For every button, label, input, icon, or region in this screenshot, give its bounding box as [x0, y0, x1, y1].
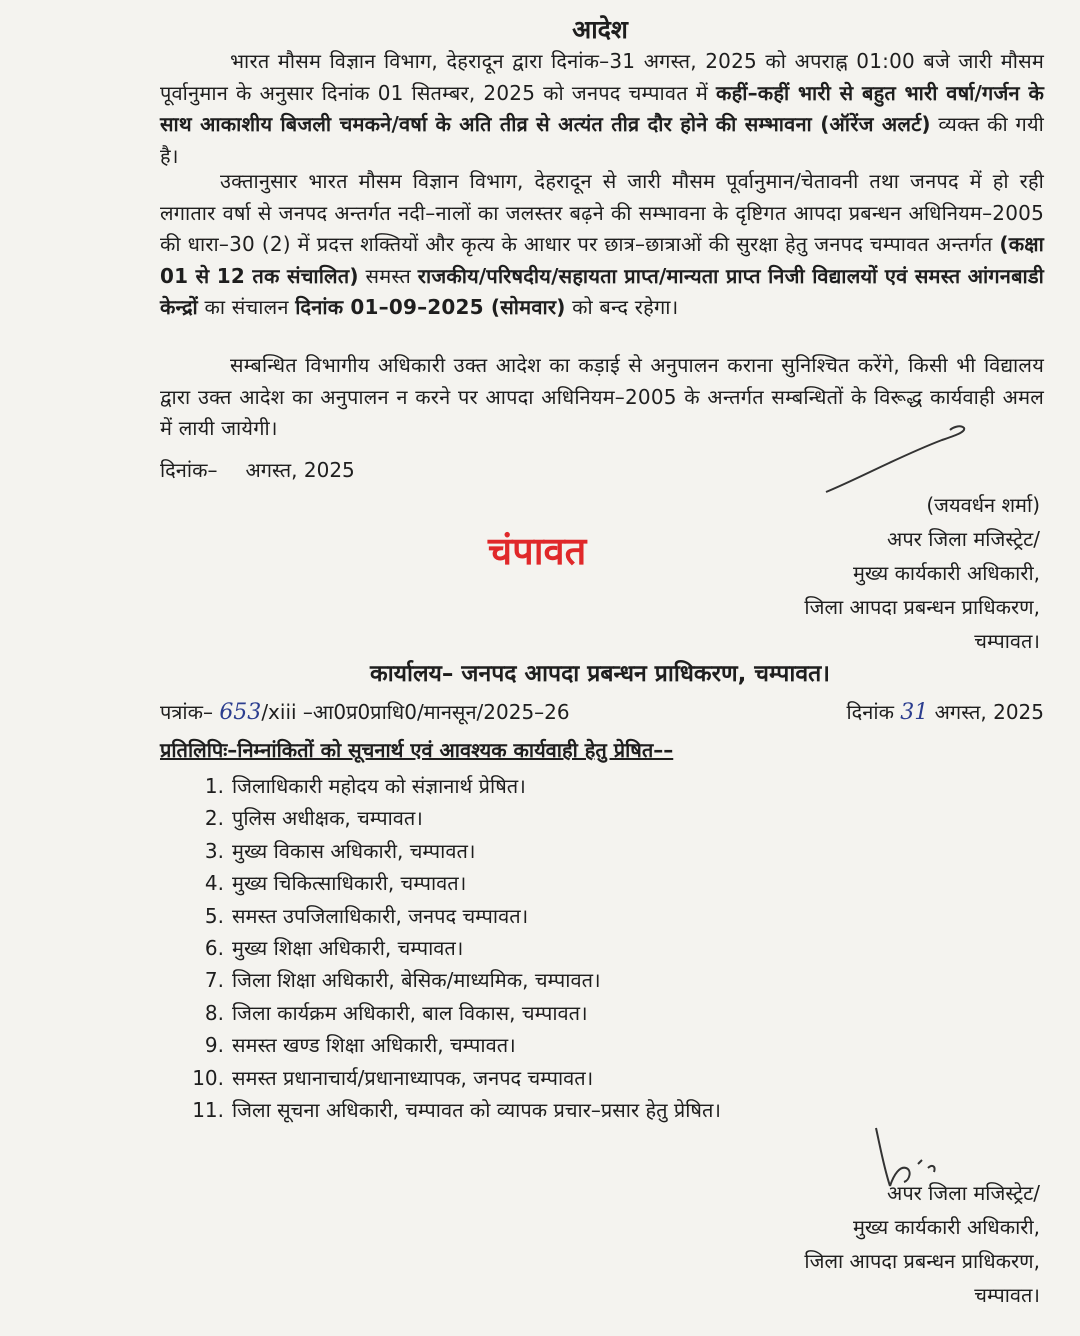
reference-label: पत्रांक–: [160, 700, 213, 724]
signatory-name: (जयवर्धन शर्मा): [926, 493, 1040, 517]
date-label: दिनांक–: [160, 458, 218, 482]
list-item: 7. जिला शिक्षा अधिकारी, बेसिक/माध्यमिक, चम्पावत।: [204, 968, 601, 993]
reference-number-handwritten: 653: [219, 700, 262, 725]
signatory-place: चम्पावत।: [974, 629, 1040, 653]
para2-bold-date: दिनांक 01–09–2025 (सोमवार): [295, 295, 566, 319]
signatory-designation-2: मुख्य कार्यकारी अधिकारी,: [852, 1215, 1040, 1239]
order-paragraph-2: [160, 166, 1044, 324]
reference-date-rest: अगस्त, 2025: [934, 700, 1044, 724]
para2-tail: को बन्द रहेगा।: [565, 295, 679, 319]
order-date: [160, 456, 355, 483]
reference-number: [160, 698, 570, 725]
reference-date-label: दिनांक: [846, 700, 894, 724]
para1-tail: व्यक्त की गयी है।: [160, 112, 1044, 168]
para2-text: उक्तानुसार भारत मौसम विज्ञान विभाग, देहरादून से जारी मौसम पूर्वानुमान/चेतावनी तथा जनपद में हो रही लगातार वर्षा से जनपद अन्तर्गत नदी–नालों का जलस्तर बढ़ने की सम्भावना के दृष्टिगत आपदा प्रबन्धन अधिनियम–2005 की धारा–30 (2) में प्रदत्त शक्तियों और कृत्य के आधार पर छात्र–छात्राओं की सुरक्षा हेतु जनपद चम्पावत अन्तर्गत: [160, 169, 1044, 256]
para1-bold-text: कहीं–कहीं भारी से बहुत भारी वर्षा/गर्जन के साथ आकाशीय बिजली चमकने/वर्षा के अति तीव्र से अत्यंत तीव्र दौर होने की सम्भावना (ऑरेंज अलर्ट): [160, 80, 1045, 136]
reference-line: [160, 698, 1044, 725]
order-title: आदेश: [572, 15, 628, 44]
signatory-designation-2: मुख्य कार्यकारी अधिकारी,: [852, 561, 1040, 585]
district-watermark: चंपावत: [488, 529, 587, 573]
date-value: अगस्त, 2025: [245, 458, 355, 482]
list-item: 11. जिला सूचना अधिकारी, चम्पावत को व्यापक प्रचार–प्रसार हेतु प्रेषित।: [192, 1098, 721, 1123]
list-item: 6. मुख्य शिक्षा अधिकारी, चम्पावत।: [204, 936, 464, 961]
list-item: 4. मुख्य चिकित्साधिकारी, चम्पावत।: [204, 871, 467, 896]
reference-date: [846, 698, 1044, 725]
reference-date-day-handwritten: 31: [900, 700, 929, 725]
signatory-designation-1: अपर जिला मजिस्ट्रेट/: [887, 1181, 1040, 1205]
list-item: 1. जिलाधिकारी महोदय को संज्ञानार्थ प्रेषित।: [204, 774, 526, 798]
signatory-place: चम्पावत।: [974, 1283, 1040, 1307]
para2-bold-schools: राजकीय/परिषदीय/सहायता प्राप्त/मान्यता प्राप्त निजी विद्यालयों एवं समस्त आंगनबाडी केन्द्रों: [160, 263, 1044, 319]
copy-list: [188, 770, 721, 1126]
signature-stroke-icon: [820, 418, 980, 498]
reference-rest: /xiii –आ0प्र0प्राधि0/मानसून/2025–26: [261, 700, 570, 724]
list-item: 5. समस्त उपजिलाधिकारी, जनपद चम्पावत।: [204, 903, 529, 928]
para2-bold-classes: (कक्षा 01 से 12 तक संचालित): [160, 232, 1044, 288]
order-paragraph-1: [160, 46, 1044, 172]
list-item: 10. समस्त प्रधानाचार्य/प्रधानाध्यापक, जनपद चम्पावत।: [192, 1065, 594, 1090]
para1-text: भारत मौसम विज्ञान विभाग, देहरादून द्वारा दिनांक–31 अगस्त, 2025 को अपराह्न 01:00 बजे जारी मौसम पूर्वानुमान के अनुसार दिनांक 01 सितम्बर, 2025 को जनपद चम्पावत में: [160, 49, 1044, 105]
list-item: 2. पुलिस अधीक्षक, चम्पावत।: [204, 806, 423, 831]
list-item: 8. जिला कार्यक्रम अधिकारी, बाल विकास, चम्पावत।: [204, 1000, 588, 1025]
signature-block-1: [720, 488, 1040, 658]
list-item: 9. समस्त खण्ड शिक्षा अधिकारी, चम्पावत।: [204, 1033, 516, 1058]
para2-middle: समस्त: [358, 263, 418, 288]
copy-heading: प्रतिलिपिः–निम्नांकितों को सूचनार्थ एवं आवश्यक कार्यवाही हेतु प्रेषित––: [160, 738, 674, 762]
para2-middle2: का संचालन: [197, 295, 296, 319]
order-paragraph-3: सम्बन्धित विभागीय अधिकारी उक्त आदेश का कड़ाई से अनुपालन कराना सुनिश्चित करेंगे, किसी भी विद्यालय द्वारा उक्त आदेश का अनुपालन न करने पर आपदा अधिनियम–2005 के अन्तर्गत सम्बन्धितों के विरूद्ध कार्यवाही अमल में लायी जायेगी।: [160, 353, 1044, 440]
signatory-designation-1: अपर जिला मजिस्ट्रेट/: [887, 527, 1040, 551]
signature-block-2: [720, 1176, 1040, 1312]
list-item: 3. मुख्य विकास अधिकारी, चम्पावत।: [204, 838, 476, 863]
office-line: कार्यालय– जनपद आपदा प्रबन्धन प्राधिकरण, चम्पावत।: [370, 661, 830, 687]
signatory-designation-3: जिला आपदा प्रबन्धन प्राधिकरण,: [804, 595, 1040, 619]
signatory-designation-3: जिला आपदा प्रबन्धन प्राधिकरण,: [804, 1249, 1040, 1273]
